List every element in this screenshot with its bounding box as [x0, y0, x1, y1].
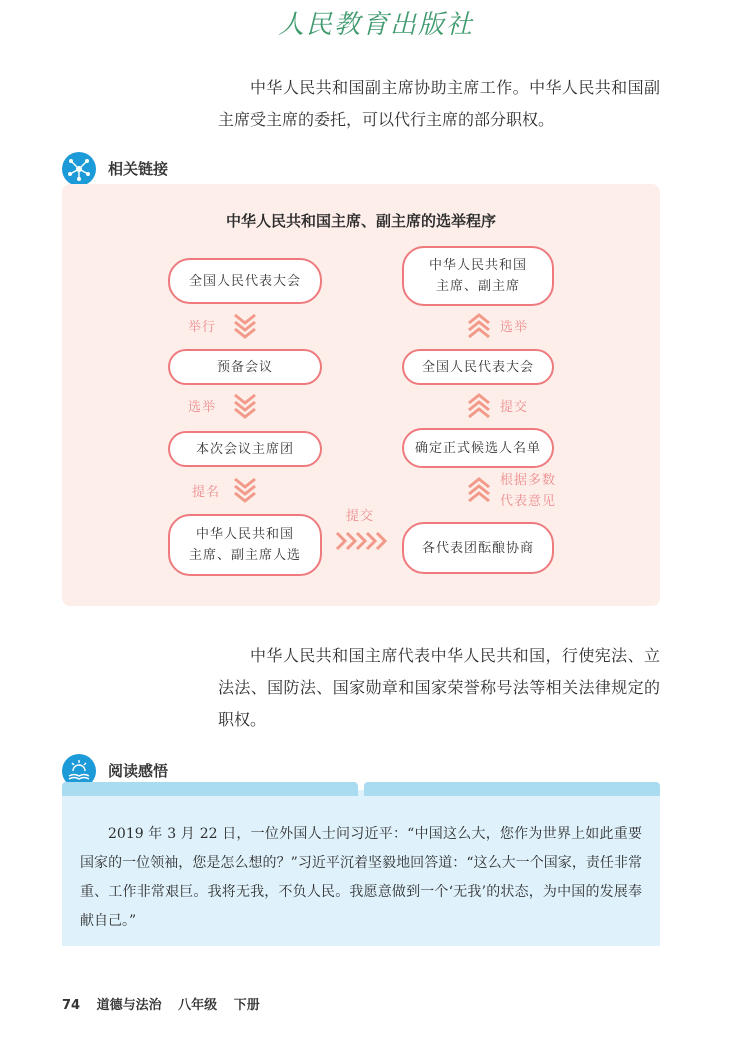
edge-label-majority: 根据多数 代表意见: [500, 473, 557, 509]
reading-box: [62, 790, 660, 946]
footer-subject: 道德与法治: [96, 998, 162, 1013]
paragraph-vice-president: 中华人民共和国副主席协助主席工作。中华人民共和国副主席受主席的委托，可以代行主席的部分职权。: [218, 78, 660, 129]
node-npc-left: 全国人民代表大会: [168, 258, 322, 304]
edge-label-elect-left: 选举: [188, 400, 217, 415]
node-candidates: 中华人民共和国 主席、副主席人选: [168, 514, 322, 576]
up-arrow-icon: [466, 392, 492, 420]
right-arrow-icon: [334, 530, 390, 552]
related-link-header: [62, 152, 262, 186]
node-presidium: 本次会议主席团: [168, 431, 322, 467]
node-formal-candidates: 确定正式候选人名单: [402, 428, 554, 468]
edge-label-elect-right: 选举: [500, 320, 529, 335]
election-procedure-box: [62, 184, 660, 606]
node-preparatory-meeting: 预备会议: [168, 349, 322, 385]
related-link-label: 相关链接: [108, 160, 169, 178]
page-footer: [62, 994, 272, 1013]
node-delegation-consultation: 各代表团酝酿协商: [402, 522, 554, 574]
book-page-tab-right: [364, 782, 660, 796]
edge-label-submit-bottom: 提交: [346, 509, 375, 524]
up-arrow-icon: [466, 476, 492, 504]
down-arrow-icon: [232, 392, 258, 420]
network-icon: [62, 152, 96, 186]
procedure-title: 中华人民共和国主席、副主席的选举程序: [225, 212, 496, 230]
down-arrow-icon: [232, 312, 258, 340]
reading-text: 2019 年 3 月 22 日，一位外国人士问习近平：“中国这么大，您作为世界上如此重要国家的一位领袖，您是怎么想的？”习近平沉着坚毅地回答道：“这么大一个国家，责任非常重、工作非常艰巨。我将无我，不负人民。我愿意做到一个‘无我’的状态，为中国的发展奉献自己。”: [80, 826, 642, 929]
edge-label-submit-right: 提交: [500, 400, 529, 415]
edge-label-hold: 举行: [188, 320, 217, 335]
book-page-tab-left: [62, 782, 358, 796]
footer-volume: 下册: [233, 998, 260, 1013]
down-arrow-icon: [232, 476, 258, 504]
publisher-logo: 人民教育出版社: [277, 10, 474, 40]
node-npc-right: 全国人民代表大会: [402, 349, 554, 385]
reading-label: 阅读感悟: [108, 762, 169, 780]
node-president-vp: 中华人民共和国 主席、副主席: [402, 246, 554, 306]
up-arrow-icon: [466, 312, 492, 340]
edge-label-nominate: 提名: [192, 485, 221, 500]
footer-grade: 八年级: [178, 998, 218, 1013]
page-number: 74: [62, 998, 81, 1013]
paragraph-president-duties: 中华人民共和国主席代表中华人民共和国，行使宪法、立法法、国防法、国家勋章和国家荣誉称号法等相关法律规定的职权。: [218, 646, 660, 729]
